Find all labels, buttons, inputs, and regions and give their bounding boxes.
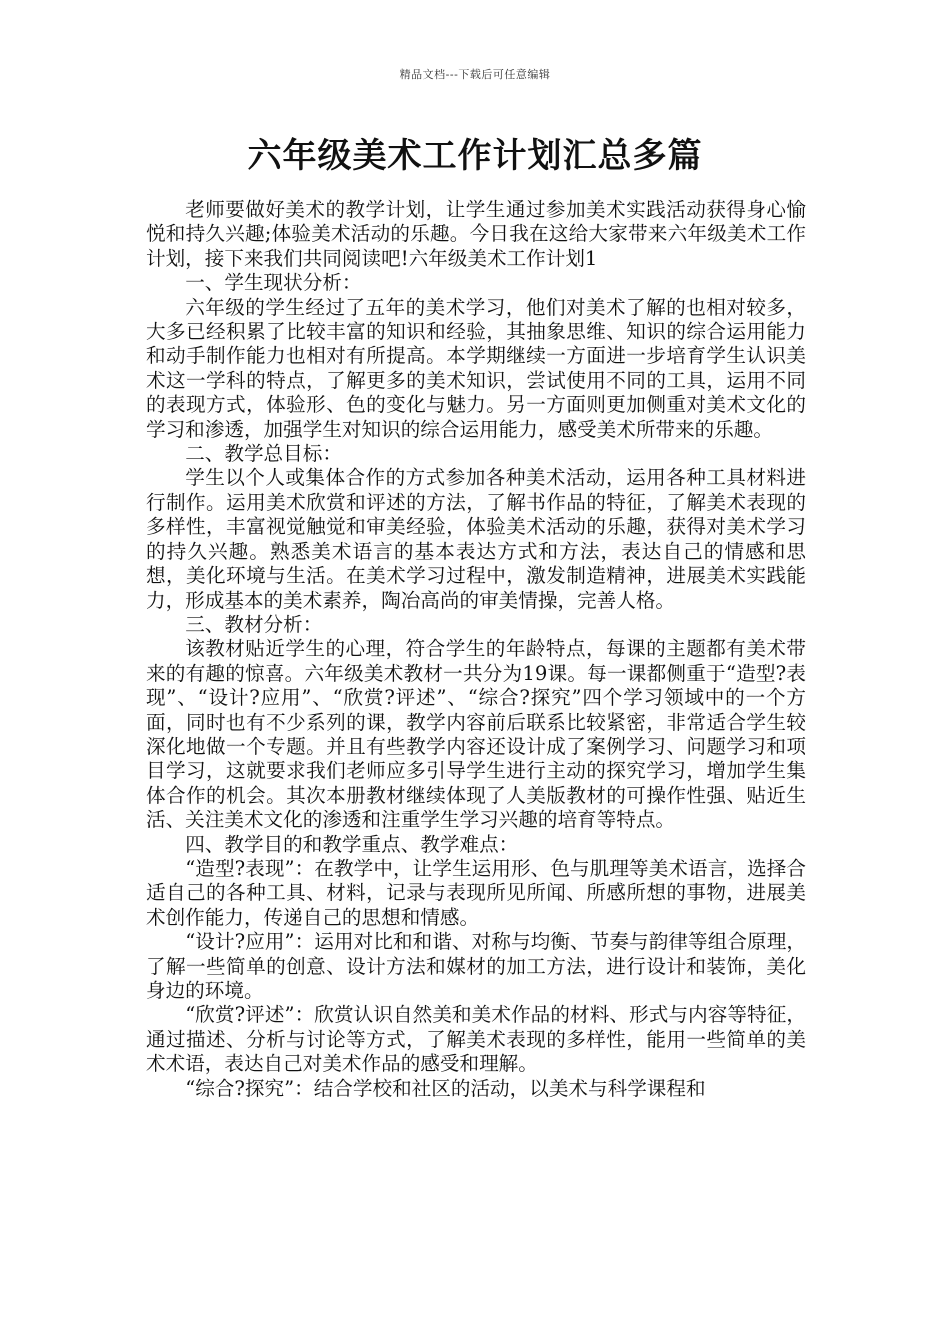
body-paragraph: “造型?表现”：在教学中，让学生运用形、色与肌理等美术语言，选择合适自己的各种工具、材料，记录与表现所见所闻、所感所想的事物，进展美术创作能力，传递自己的思想和情感。: [146, 856, 806, 929]
intro-paragraph: 老师要做好美术的教学计划，让学生通过参加美术实践活动获得身心愉悦和持久兴趣;体验美术活动的乐趣。今日我在这给大家带来六年级美术工作计划，接下来我们共同阅读吧!六年级美术工作计划1: [146, 198, 806, 270]
body-paragraph: “综合?探究”：结合学校和社区的活动，以美术与科学课程和: [185, 1076, 706, 1100]
header-note: 精品文档---下载后可任意编辑: [399, 68, 551, 81]
document-title: 六年级美术工作计划汇总多篇: [247, 136, 703, 176]
section-heading-3: 三、教材分析：: [185, 612, 323, 636]
document-body: [146, 198, 806, 1101]
section-heading-1: 一、学生现状分析：: [185, 271, 362, 295]
body-paragraph: “设计?应用”：运用对比和和谐、对称与均衡、节奏与韵律等组合原理，了解一些简单的创意、设计方法和媒材的加工方法，进行设计和装饰，美化身边的环境。: [146, 930, 806, 1002]
body-paragraph: “欣赏?评述”：欣赏认识自然美和美术作品的材料、形式与内容等特征，通过描述、分析与讨论等方式，了解美术表现的多样性，能用一些简单的美术术语，表达自己对美术作品的感受和理解。: [146, 1003, 806, 1076]
section-heading-4: 四、教学目的和教学重点、教学难点：: [185, 832, 519, 856]
body-paragraph: 该教材贴近学生的心理，符合学生的年龄特点，每课的主题都有美术带来的有趣的惊喜。六年级美术教材一共分为19课。每一课都侧重于“造型?表现”、“设计?应用”、“欣赏?评述”、“综合?探究”四个学习领域中的一个方面，同时也有不少系列的课，教学内容前后联系比较紧密，非常适合学生较深化地做一个专题。并且有些教学内容还设计成了案例学习、问题学习和项目学习，这就要求我们老师应多引导学生进行主动的探究学习，增加学生集体合作的机会。其次本册教材继续体现了人美版教材的可操作性强、贴近生活、关注美术文化的渗透和注重学生学习兴趣的培育等特点。: [146, 637, 806, 832]
body-paragraph: 六年级的学生经过了五年的美术学习，他们对美术了解的也相对较多，大多已经积累了比较丰富的知识和经验，其抽象思维、知识的综合运用能力和动手制作能力也相对有所提高。本学期继续一方面进一步培育学生认识美术这一学科的特点，了解更多的美术知识，尝试使用不同的工具，运用不同的表现方式，体验形、色的变化与魅力。另一方面则更加侧重对美术文化的学习和渗透，加强学生对知识的综合运用能力，感受美术所带来的乐趣。: [146, 295, 806, 441]
section-heading-2: 二、教学总目标：: [185, 442, 342, 466]
body-paragraph: 学生以个人或集体合作的方式参加各种美术活动，运用各种工具材料进行制作。运用美术欣赏和评述的方法，了解书作品的特征，了解美术表现的多样性，丰富视觉触觉和审美经验，体验美术活动的乐趣，获得对美术学习的持久兴趣。熟悉美术语言的基本表达方式和方法，表达自己的情感和思想，美化环境与生活。在美术学习过程中，激发制造精神，进展美术实践能力，形成基本的美术素养，陶冶高尚的审美情操，完善人格。: [146, 466, 806, 612]
